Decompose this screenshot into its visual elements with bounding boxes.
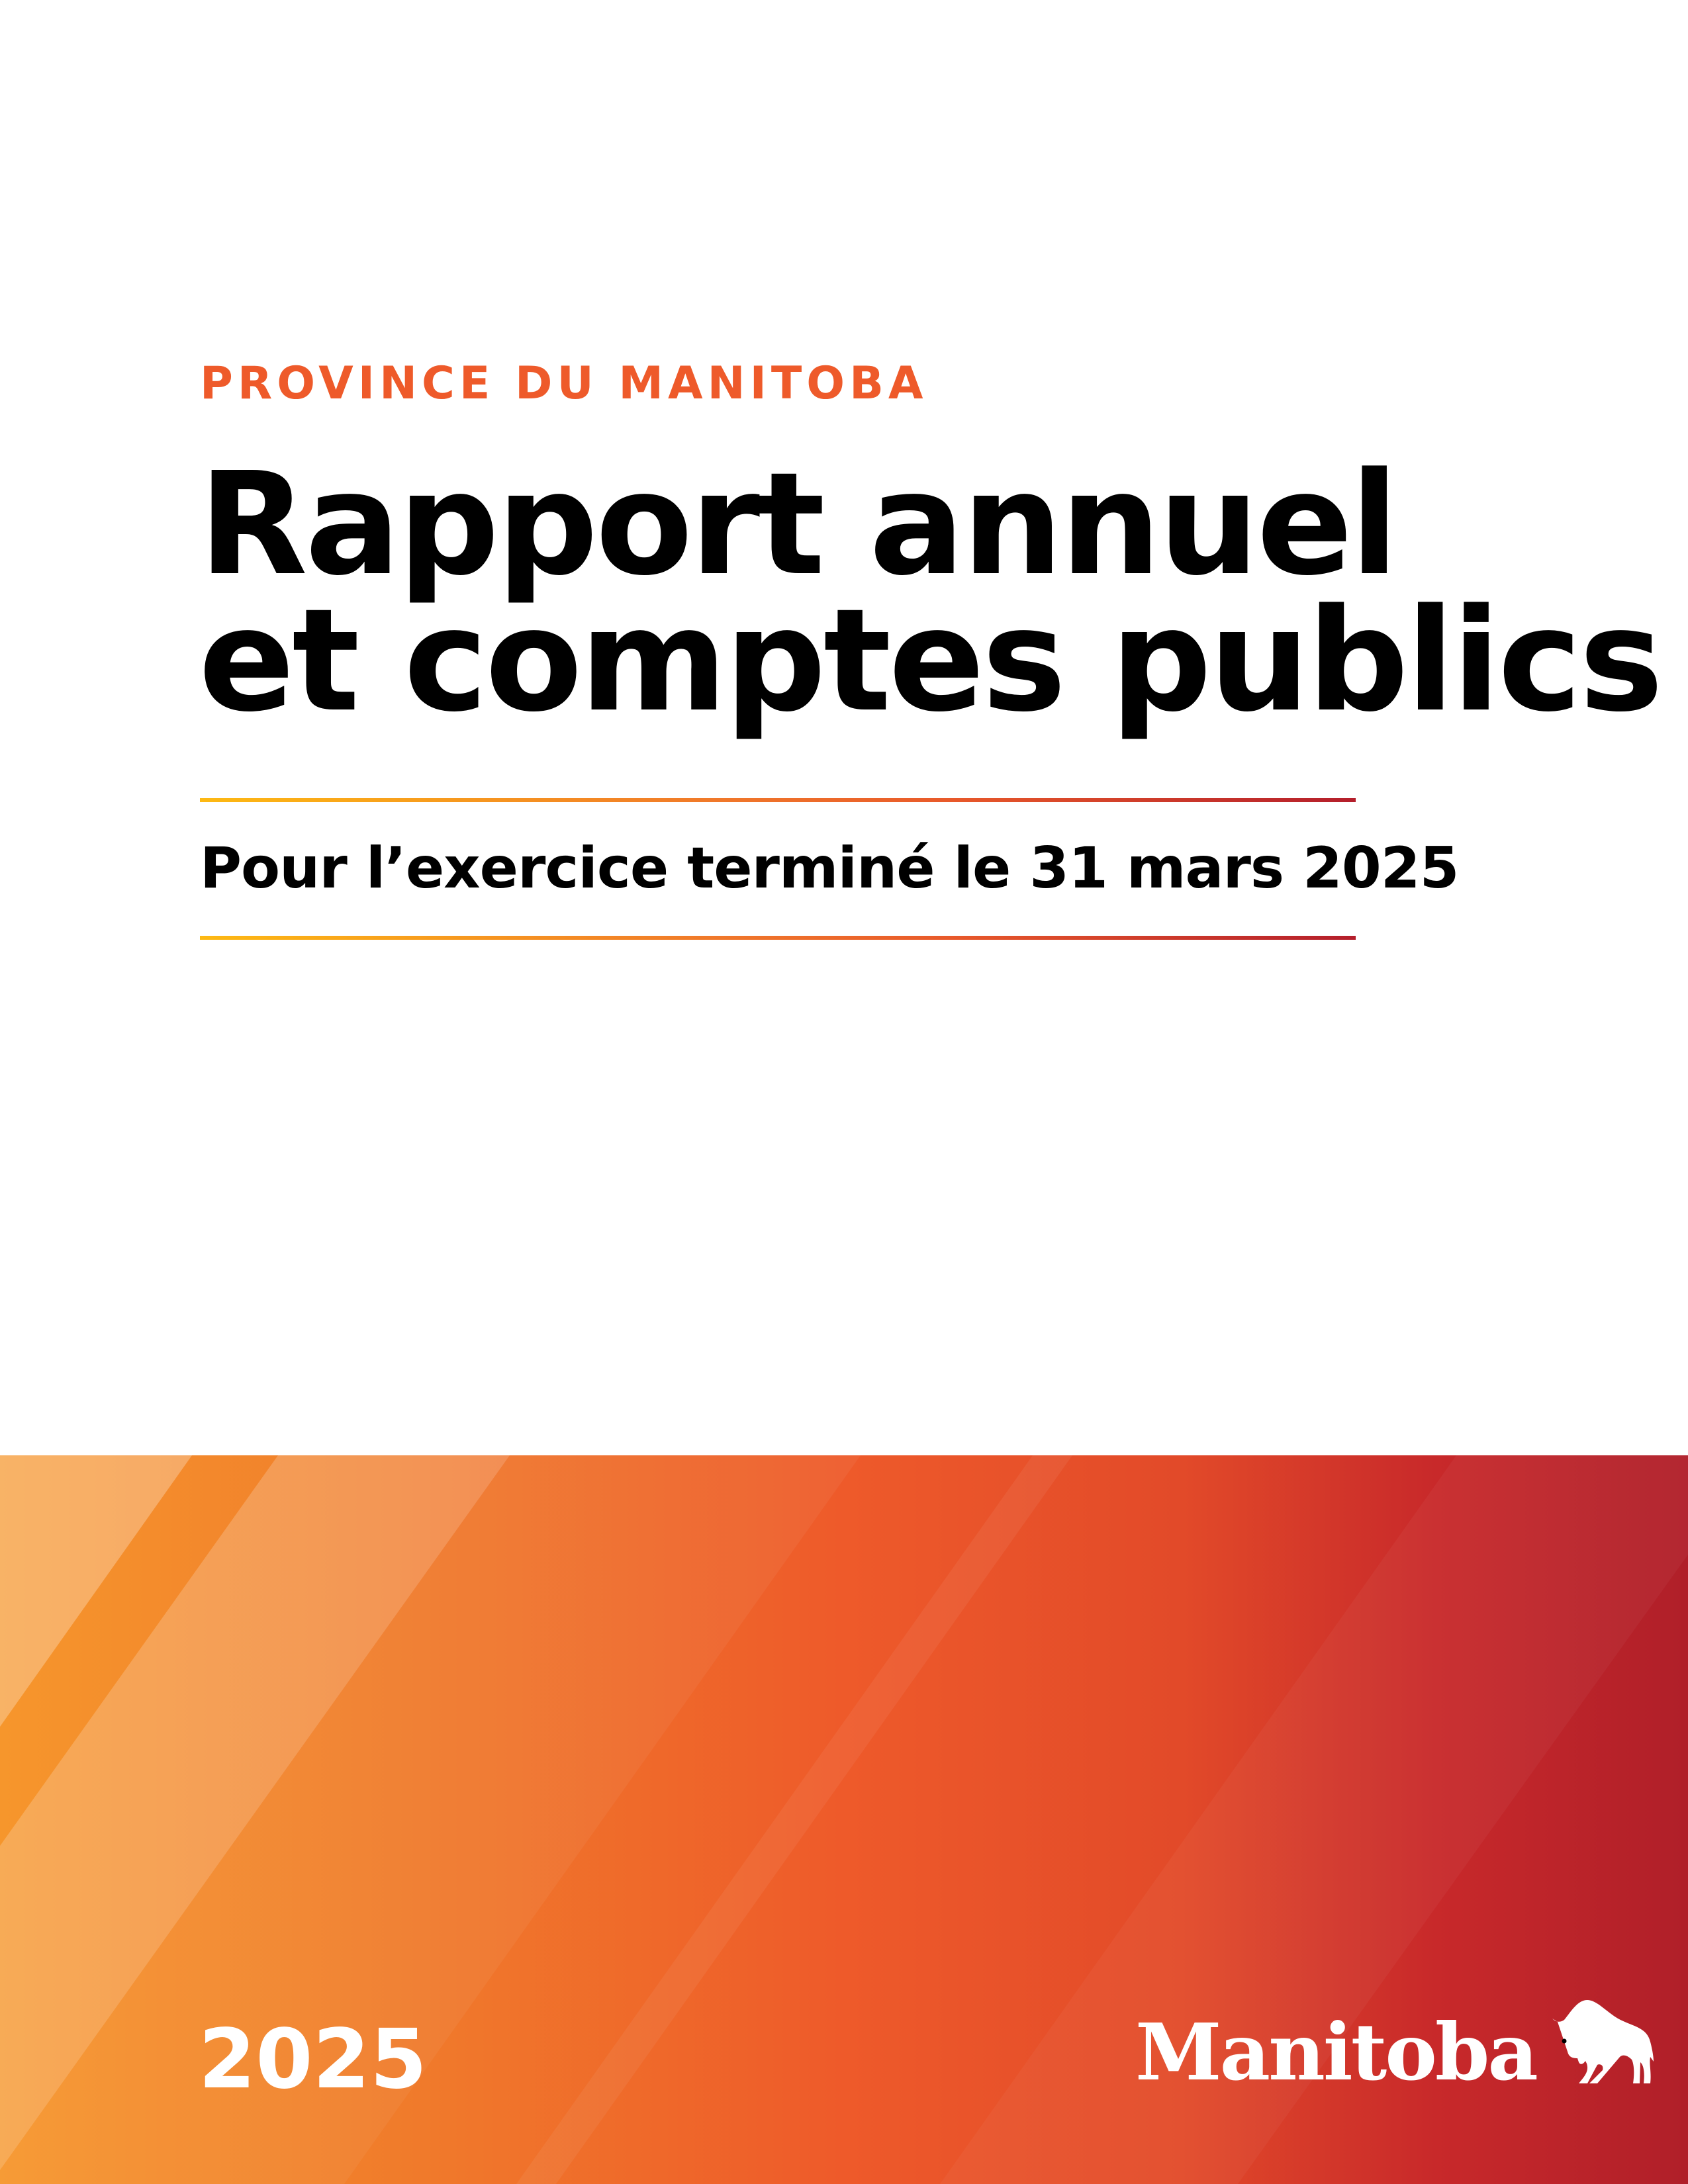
report-year: 2025 bbox=[199, 2012, 428, 2107]
top-divider bbox=[200, 798, 1356, 802]
title-line-1: Rapport annuel bbox=[199, 442, 1396, 607]
title-line-2: et comptes publics bbox=[199, 578, 1661, 743]
province-label: PROVINCE DU MANITOBA bbox=[200, 357, 928, 410]
subtitle: Pour l’exercice terminé le 31 mars 2025 bbox=[200, 835, 1459, 901]
bison-icon bbox=[1551, 1999, 1657, 2091]
page-title bbox=[199, 442, 1661, 743]
logo-wordmark: Manitoba bbox=[1135, 2006, 1536, 2098]
bottom-divider bbox=[200, 936, 1356, 940]
manitoba-logo bbox=[1135, 1992, 1657, 2098]
